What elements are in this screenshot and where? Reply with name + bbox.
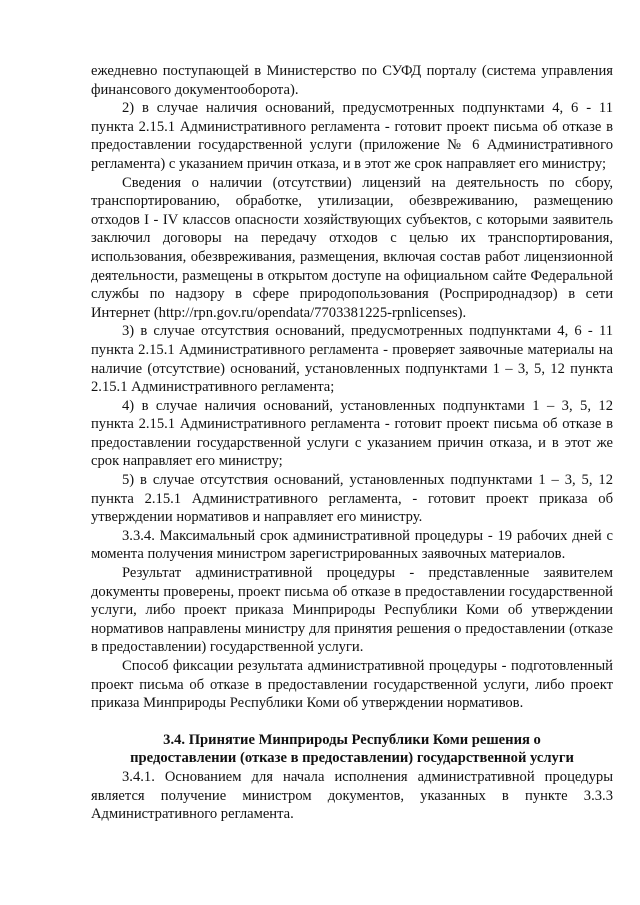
paragraph-3-4-1: 3.4.1. Основанием для начала исполнения административной процедуры является получение министром документов, указанных в пункте 3.3.3 Административного регламента. bbox=[91, 768, 613, 823]
section-heading bbox=[91, 731, 613, 768]
paragraph-item-2: 2) в случае наличия оснований, предусмотренных подпунктами 4, 6 - 11 пункта 2.15.1 Административного регламента - готовит проект письма об отказе в предоставлении государственной услуги (приложение № 6 Административного регламента) с указанием причин отказа, и в этот же срок направляет его министру; bbox=[91, 100, 613, 172]
section-heading-line-2: предоставлении (отказе в предоставлении) государственной услуги bbox=[130, 750, 574, 767]
paragraph-fixation-method: Способ фиксации результата административной процедуры - подготовленный проект письма об отказе в предоставлении государственной услуги, либо проект приказа Минприроды Республики Коми об утверждении нормативов. bbox=[91, 658, 613, 712]
section-heading-line-1: 3.4. Принятие Минприроды Республики Коми решения о bbox=[163, 731, 541, 748]
document-page bbox=[91, 62, 613, 824]
paragraph-license-info: Сведения о наличии (отсутствии) лицензий на деятельность по сбору, транспортированию, обработке, утилизации, обезвреживанию, размещению отходов I - IV классов опасности хозяйствующих субъектов, с которыми заявитель заключил договоры на передачу отходов с целью их транспортирования, использования, обезвреживания, размещения, включая состав работ лицензионной деятельности, размещены в открытом доступе на официальном сайте Федеральной службы по надзору в сфере природопользования (Росприроднадзор) в сети Интернет (http://rpn.gov.ru/opendata/7703381225-rpnlicenses). bbox=[91, 174, 613, 321]
paragraph-item-3: 3) в случае отсутствия оснований, предусмотренных подпунктами 4, 6 - 11 пункта 2.15.1 Административного регламента - проверяет заявочные материалы на наличие (отсутствие) оснований, установленных подпунктами 1 – 3, 5, 12 пункта 2.15.1 Административного регламента; bbox=[91, 323, 613, 396]
paragraph-result: Результат административной процедуры - представленные заявителем документы проверены, проект письма об отказе в предоставлении государственной услуги, либо проект приказа Минприроды Республики Коми об утверждении нормативов направлены министру для принятия решения о предоставлении (отказе в предоставлении) государственной услуги. bbox=[91, 565, 613, 656]
paragraph-continuation: ежедневно поступающей в Министерство по СУФД порталу (система управления финансового документооборота). bbox=[91, 63, 613, 98]
paragraph-item-5: 5) в случае отсутствия оснований, установленных подпунктами 1 – 3, 5, 12 пункта 2.15.1 Административного регламента, - готовит проект приказа об утверждении нормативов и направляет его министру. bbox=[91, 472, 613, 526]
paragraph-3-3-4: 3.3.4. Максимальный срок административной процедуры - 19 рабочих дней с момента получения министром зарегистрированных заявочных материалов. bbox=[91, 527, 613, 563]
paragraph-item-4: 4) в случае наличия оснований, установленных подпунктами 1 – 3, 5, 12 пункта 2.15.1 Административного регламента - готовит проект письма об отказе в предоставлении государственной услуги с указанием причин отказа, и в этот же срок направляет его министру; bbox=[91, 397, 613, 470]
